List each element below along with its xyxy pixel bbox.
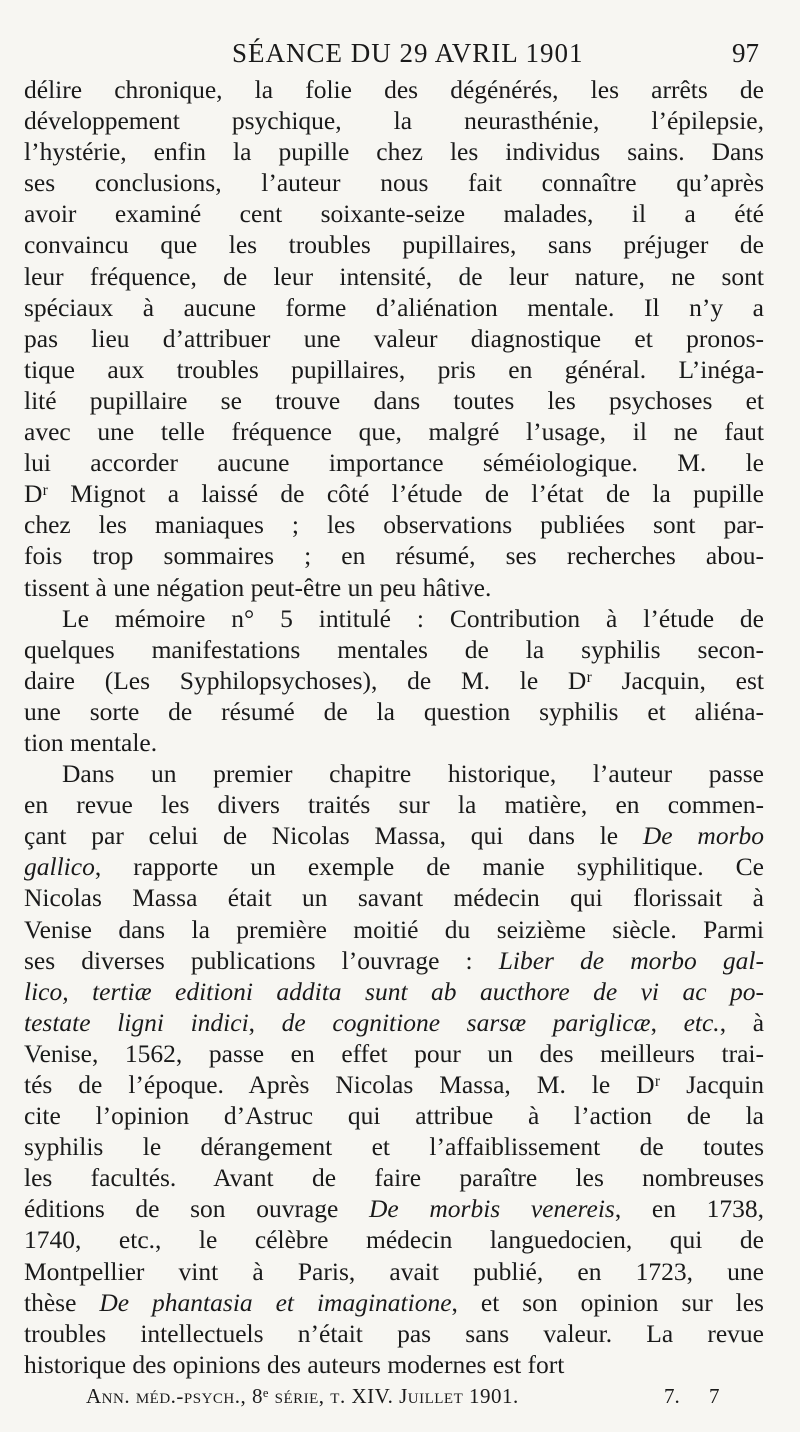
text-run: les facultés. Avant de faire paraître les nombreuses [24,1163,764,1193]
text-run: tion mentale. [24,727,158,757]
italic-text-run: Liber de morbo gal- [498,945,764,975]
text-line [24,882,764,913]
text-line [24,1069,764,1100]
text-run: en revue les divers traités sur la matière, en commen- [24,790,764,820]
text-line [24,261,764,292]
text-run: tissent à une négation peut-être un peu hâtive. [24,572,492,602]
text-run: , [650,1007,684,1037]
text-line [24,540,764,571]
text-run: Venise dans la première moitié du seizième siècle. Parmi [24,914,764,944]
text-run: Le mémoire n° 5 intitulé : Contribution à l’étude de [62,603,764,633]
text-run: avoir examiné cent soixante-seize malades, il a été [24,199,764,229]
text-run: pas lieu d’attribuer une valeur diagnostique et pronos- [24,323,764,353]
text-run: , [248,1007,282,1037]
text-line [24,820,764,851]
text-line [24,851,764,882]
running-title: SÉANCE DU 29 AVRIL 1901 [232,38,584,68]
text-run: Montpellier vint à Paris, avait publié, en 1723, une [24,1256,764,1286]
text-run: thèse [24,1287,100,1317]
italic-text-run: testate ligni indici [24,1007,249,1037]
text-run: Dʳ Mignot a laissé de côté l’étude de l’état de la pupille [24,479,764,509]
italic-text-run: de cognitione sarsæ pariglicæ [281,1007,651,1037]
text-run: convaincu que les troubles pupillaires, sans préjuger de [24,230,764,260]
text-run: délire chronique, la folie des dégénérés, les arrêts de [24,75,764,104]
text-line [24,136,764,167]
text-line [24,416,764,447]
text-line [24,385,764,416]
body-text [24,74,764,1380]
text-run: , à [719,1007,765,1037]
page-footer [0,1380,800,1420]
text-run: leur fréquence, de leur intensité, de leur nature, ne sont [24,261,764,291]
text-line [24,976,764,1007]
text-run: cite l’opinion d’Astruc qui attribue à l’action de la [24,1101,764,1131]
text-run: Venise, 1562, passe en effet pour un des meilleurs trai- [24,1038,764,1068]
italic-text-run: lico, tertiæ editioni addita sunt ab aucthore de vi ac po- [24,976,764,1006]
text-line [24,74,764,105]
text-line [24,727,764,758]
text-run: syphilis le dérangement et l’affaiblissement de toutes [24,1132,764,1162]
text-run: ses conclusions, l’auteur nous fait connaître qu’après [24,168,764,198]
running-head [0,32,800,72]
text-run: ses diverses publications l’ouvrage : [24,945,499,975]
italic-text-run: De phantasia et imaginatione [99,1287,452,1317]
signature-mark: 7. 7 [664,1384,720,1408]
text-run: tés de l’époque. Après Nicolas Massa, M. le Dʳ Jacquin [24,1070,764,1099]
text-line [24,1162,764,1193]
text-line [24,603,764,634]
text-line [24,945,764,976]
text-line [24,354,764,385]
text-line [24,198,764,229]
text-run: , rapporte un exemple de manie syphilitique. Ce [94,852,764,882]
text-line [24,696,764,727]
text-run: çant par celui de Nicolas Massa, qui dans le [24,821,643,851]
text-run: développement psychique, la neurasthénie, l’épilepsie, [24,106,764,136]
text-run: une sorte de résumé de la question syphilis et aliéna- [24,696,764,726]
text-line [24,1318,764,1349]
text-line [24,509,764,540]
text-line [24,1100,764,1131]
text-line [24,758,764,789]
text-line [24,1007,764,1038]
text-run: , et son opinion sur les [451,1287,764,1317]
italic-text-run: etc. [683,1007,720,1037]
text-line [24,665,764,696]
text-run: troubles intellectuels n’était pas sans valeur. La revue [24,1318,764,1348]
text-run: Dans un premier chapitre historique, l’auteur passe [62,759,764,789]
text-line [24,1256,764,1287]
text-run: tique aux troubles pupillaires, pris en général. L’inéga- [24,354,764,384]
page-number: 97 [732,38,759,68]
text-line [24,105,764,136]
text-line [24,1038,764,1069]
text-run: l’hystérie, enfin la pupille chez les individus sains. Dans [24,137,764,167]
text-line [24,323,764,354]
text-line [24,292,764,323]
text-run: fois trop sommaires ; en résumé, ses recherches abou- [24,541,764,571]
text-line [24,1349,764,1380]
text-line [24,789,764,820]
text-run: spéciaux à aucune forme d’aliénation mentale. Il n’y a [24,292,764,322]
text-line [24,229,764,260]
text-line [24,572,764,603]
text-run: lui accorder aucune importance séméiologique. M. le [24,448,764,478]
text-run: historique des opinions des auteurs modernes est fort [24,1349,565,1379]
text-line [24,1193,764,1224]
text-run: chez les maniaques ; les observations publiées sont par- [24,510,764,540]
text-run: Nicolas Massa était un savant médecin qui florissait à [24,883,764,913]
text-line [24,1287,764,1318]
text-line [24,478,764,509]
italic-text-run: De morbo [642,821,764,851]
italic-text-run: De morbis venereis [368,1194,615,1224]
text-line [24,447,764,478]
text-run: daire (Les Syphilopsychoses), de M. le Dʳ Jacquin, est [24,665,764,695]
italic-text-run: gallico [24,852,95,882]
text-run: éditions de son ouvrage [24,1194,369,1224]
footer-citation: Ann. méd.-psych., 8ᵉ série, t. XIV. Juillet 1901. [86,1384,519,1408]
text-line [24,914,764,945]
text-line [24,167,764,198]
text-run: , en 1738, [614,1194,764,1224]
text-run: 1740, etc., le célèbre médecin languedocien, qui de [24,1225,764,1255]
text-line [24,634,764,665]
text-run: quelques manifestations mentales de la syphilis secon- [24,634,764,664]
text-line [24,1224,764,1255]
text-run: avec une telle fréquence que, malgré l’usage, il ne faut [24,417,764,447]
text-run: lité pupillaire se trouve dans toutes les psychoses et [24,385,764,415]
text-line [24,1131,764,1162]
